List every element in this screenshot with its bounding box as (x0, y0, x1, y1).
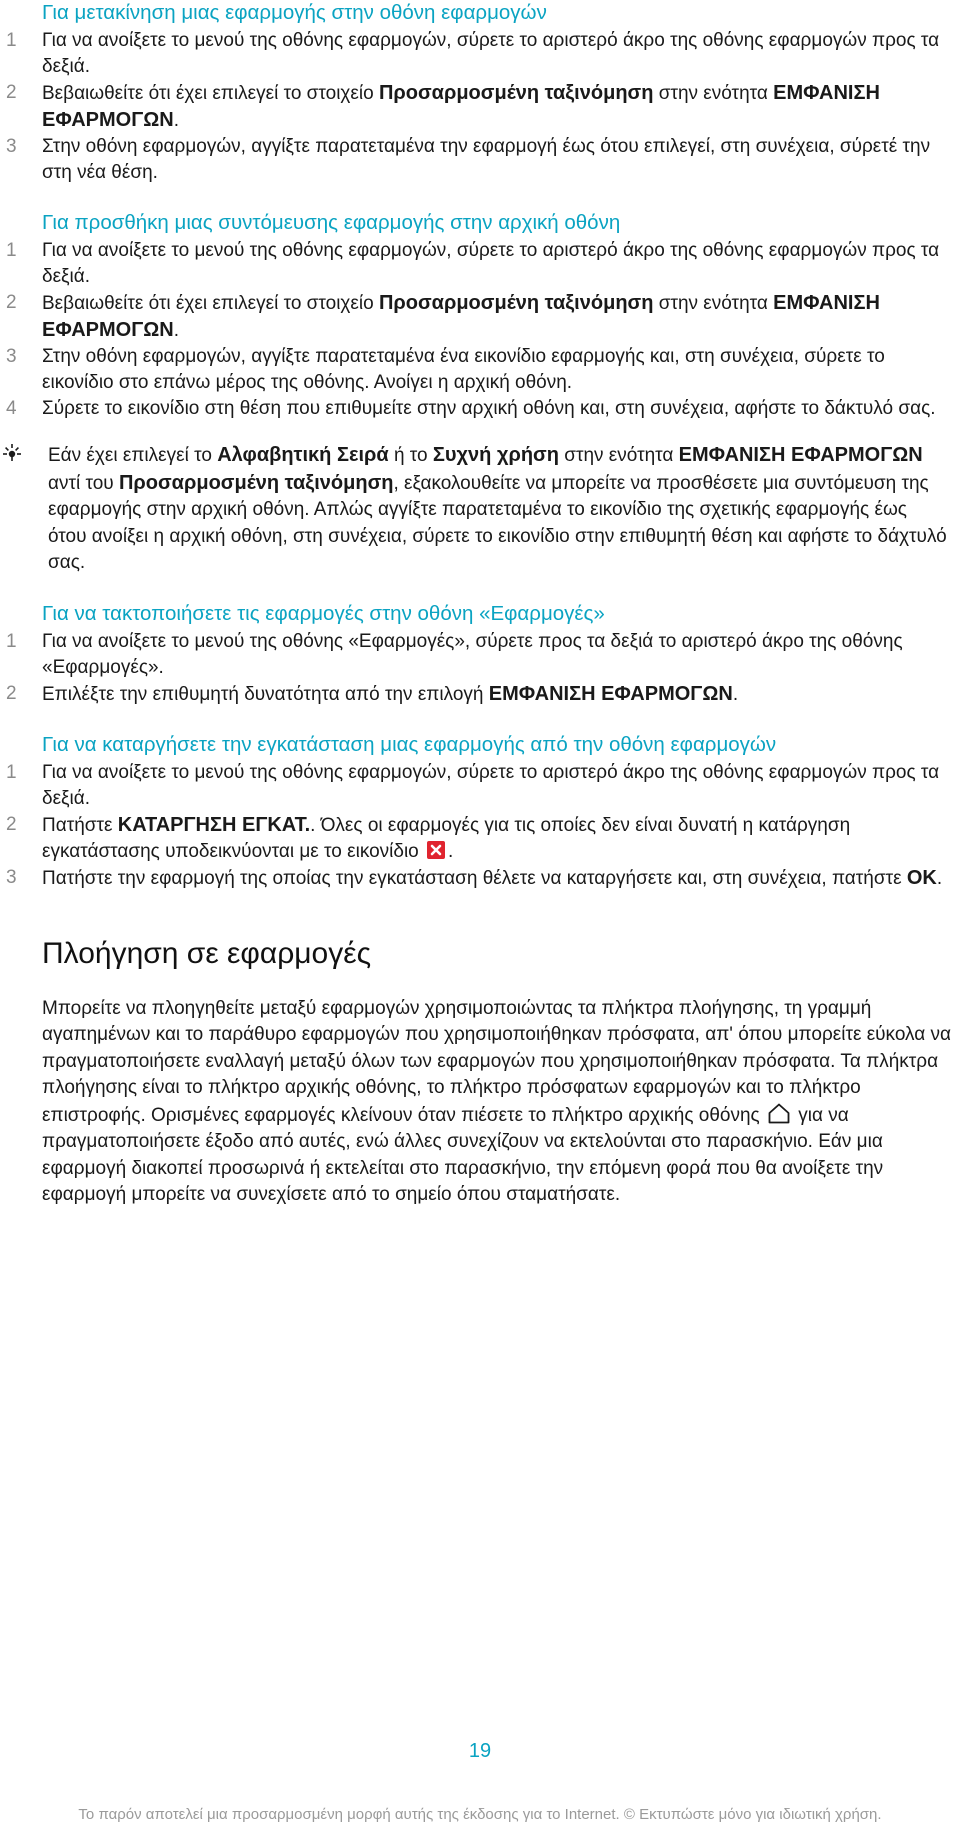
text-run: . (448, 840, 454, 862)
text-run: Για να ανοίξετε το μενού της οθόνης «Εφαρμογές», σύρετε προς τα δεξιά το αριστερό άκρο της οθόνης «Εφαρμογές». (42, 630, 903, 678)
step-list (0, 28, 960, 186)
section-organize-apps (0, 577, 960, 708)
step-item (0, 760, 960, 812)
step-text (42, 398, 936, 419)
text-run: Στην οθόνη εφαρμογών, αγγίξτε παρατεταμένα την εφαρμογή έως ότου επιλεγεί, στη συνέχεια, σύρετέ την στη νέα θέση. (42, 136, 931, 183)
text-run: Για να ανοίξετε το μενού της οθόνης εφαρμογών, σύρετε το αριστερό άκρο της οθόνης εφαρμογών προς τα δεξιά. (42, 240, 940, 287)
bold-term: ΕΜΦΑΝΙΣΗ ΕΦΑΡΜΟΓΩΝ (678, 444, 923, 466)
section-navigation (0, 892, 960, 1209)
step-number: 2 (6, 82, 17, 103)
step-number: 1 (6, 240, 17, 261)
step-item (0, 865, 960, 892)
text-run: . (936, 867, 943, 889)
bold-term: ΚΑΤΑΡΓΗΣΗ ΕΓΚΑΤ. (117, 813, 311, 836)
step-text (42, 240, 939, 287)
step-list (0, 238, 960, 422)
step-item (0, 28, 960, 80)
step-text (42, 83, 880, 131)
text-run: Βεβαιωθείτε ότι έχει επιλεγεί το στοιχείο (42, 293, 379, 314)
text-run: ή το (388, 445, 433, 466)
text-run: Πατήστε την εφαρμογή της οποίας την εγκατάσταση θέλετε να καταργήσετε και, στη συνέχεια, πατήστε (42, 867, 907, 889)
page-title: Πλοήγηση σε εφαρμογές (42, 936, 372, 970)
page-number: 19 (468, 1740, 492, 1762)
text-run: στην ενότητα (653, 83, 774, 104)
step-item (0, 344, 960, 396)
step-number: 2 (6, 682, 17, 704)
bold-term: OK (906, 866, 937, 889)
bold-term: Συχνή χρήση (432, 444, 559, 466)
section-heading: Για μετακίνηση μιας εφαρμογής στην οθόνη εφαρμογών (42, 1, 547, 24)
text-run: . (732, 683, 739, 705)
step-text (42, 346, 885, 393)
section-heading: Για να τακτοποιήσετε τις εφαρμογές στην οθόνη «Εφαρμογές» (42, 601, 605, 625)
bold-term: ΕΜΦΑΝΙΣΗ ΕΦΑΡΜΟΓΩΝ (42, 292, 880, 341)
tip-text (48, 445, 947, 573)
step-list (0, 760, 960, 892)
step-item (0, 80, 960, 134)
step-text (42, 684, 738, 705)
step-text (42, 136, 930, 183)
step-item (0, 134, 960, 186)
step-item (0, 629, 960, 681)
step-number: 3 (6, 136, 17, 157)
close-icon (427, 841, 445, 859)
navigation-paragraph (42, 996, 958, 1209)
home-icon (767, 1102, 791, 1124)
text-run: Βεβαιωθείτε ότι έχει επιλεγεί το στοιχείο (42, 83, 379, 104)
step-text (42, 631, 903, 678)
step-number: 2 (6, 292, 17, 313)
step-number: 3 (6, 866, 17, 888)
step-text (42, 868, 942, 889)
section-heading: Για να καταργήσετε την εγκατάσταση μιας εφαρμογής από την οθόνη εφαρμογών (42, 732, 777, 756)
text-run: Για να ανοίξετε το μενού της οθόνης εφαρμογών, σύρετε το αριστερό άκρο της οθόνης εφαρμογών προς τα δεξιά. (42, 761, 940, 809)
text-run: Μπορείτε να πλοηγηθείτε μεταξύ εφαρμογών χρησιμοποιώντας τα πλήκτρα πλοήγησης, τη γραμμή αγαπημένων και το παράθυρο εφαρμογών που χρησιμοποιήθηκαν πρόσφατα, απ' όπου μπορείτε εύκολα να πραγματοποιήσετε εναλλαγή μεταξύ όλων των εφαρμογών που χρησιμοποιήθηκαν πρόσφατα. Τα πλήκτρα πλοήγησης είναι το πλήκτρο αρχικής οθόνης, το πλήκτρο πρόσφατων εφαρμογών και το πλήκτρο επιστροφής. Ορισμένες εφαρμογές κλείνουν όταν πιέσετε το πλήκτρο αρχικής οθόνης (42, 997, 951, 1126)
step-number: 3 (6, 346, 17, 367)
bold-term: Προσαρμοσμένη ταξινόμηση (378, 82, 654, 104)
text-run: Επιλέξτε την επιθυμητή δυνατότητα από την επιλογή (42, 683, 489, 705)
text-run: Πατήστε (42, 814, 118, 836)
section-add-shortcut (0, 186, 960, 422)
footer-note: Το παρόν αποτελεί μια προσαρμοσμένη μορφή αυτής της έκδοσης για το Internet. © Εκτυπώστε μόνο για ιδιωτική χρήση. (78, 1806, 882, 1823)
bold-term: Αλφαβητική Σειρά (217, 444, 389, 466)
bold-term: Προσαρμοσμένη ταξινόμηση (378, 292, 654, 314)
step-item (0, 396, 960, 422)
step-number: 4 (6, 398, 17, 419)
step-item (0, 812, 960, 865)
step-list (0, 629, 960, 708)
text-run: αντί του (48, 472, 119, 494)
text-run: , εξακολουθείτε να μπορείτε να προσθέσετε μια συντόμευση της εφαρμογής στην αρχική οθόνη. Απλώς αγγίξτε παρατεταμένα το εικονίδιο της σχετικής εφαρμογής έως ότου ανοίξει η αρχική οθόνη, στη συνέχεια, σύρετε το εικονίδιο στην επιθυμητή θέση και αφήστε το δάχτυλό σας. (48, 472, 947, 573)
lightbulb-icon (2, 442, 28, 468)
text-run: . Όλες οι εφαρμογές για τις οποίες δεν είναι δυνατή η κατάργηση εγκατάστασης υποδεικνύονται με το εικονίδιο (42, 814, 851, 862)
bold-term: Προσαρμοσμένη ταξινόμηση (118, 471, 394, 494)
text-run: Για να ανοίξετε το μενού της οθόνης εφαρμογών, σύρετε το αριστερό άκρο της οθόνης εφαρμογών προς τα δεξιά. (42, 30, 940, 77)
step-number: 1 (6, 630, 17, 652)
text-run: στην ενότητα (653, 293, 774, 314)
step-number: 2 (6, 813, 17, 835)
text-run: Σύρετε το εικονίδιο στη θέση που επιθυμείτε στην αρχική οθόνη και, στη συνέχεια, αφήστε το δάκτυλό σας. (42, 398, 936, 419)
step-text (42, 762, 939, 809)
step-number: 1 (6, 30, 17, 51)
text-run: στην ενότητα (558, 445, 679, 466)
step-item (0, 290, 960, 344)
bold-term: ΕΜΦΑΝΙΣΗ ΕΦΑΡΜΟΓΩΝ (42, 82, 880, 131)
step-item (0, 238, 960, 290)
text-run: Εάν έχει επιλεγεί το (48, 445, 218, 466)
text-run: για να πραγματοποιήσετε έξοδο από αυτές, ενώ άλλες συνεχίζουν να εκτελούνται στο παρασκήνιο. Εάν μια εφαρμογή διακοπεί προσωρινά ή εκτελείται στο παρασκήνιο, την επόμενη φορά που θα ανοίξετε την εφαρμογή μπορείτε να συνεχίσετε από το σημείο όπου σταματήσατε. (42, 1104, 884, 1205)
step-item (0, 681, 960, 708)
text-run: . (173, 320, 179, 341)
section-uninstall-app (0, 708, 960, 892)
section-move-app (0, 0, 960, 186)
step-text (42, 293, 880, 341)
text-run: Στην οθόνη εφαρμογών, αγγίξτε παρατεταμένα ένα εικονίδιο εφαρμογής και, στη συνέχεια, σύρετε το εικονίδιο στο επάνω μέρος της οθόνης. Ανοίγει η αρχική οθόνη. (42, 346, 885, 393)
step-number: 1 (6, 761, 17, 783)
bold-term: ΕΜΦΑΝΙΣΗ ΕΦΑΡΜΟΓΩΝ (488, 682, 733, 705)
text-run: . (173, 110, 179, 131)
step-text (42, 30, 939, 77)
step-text (42, 815, 850, 862)
section-heading: Για προσθήκη μιας συντόμευσης εφαρμογής στην αρχική οθόνη (42, 211, 621, 234)
tip-note (0, 442, 960, 577)
